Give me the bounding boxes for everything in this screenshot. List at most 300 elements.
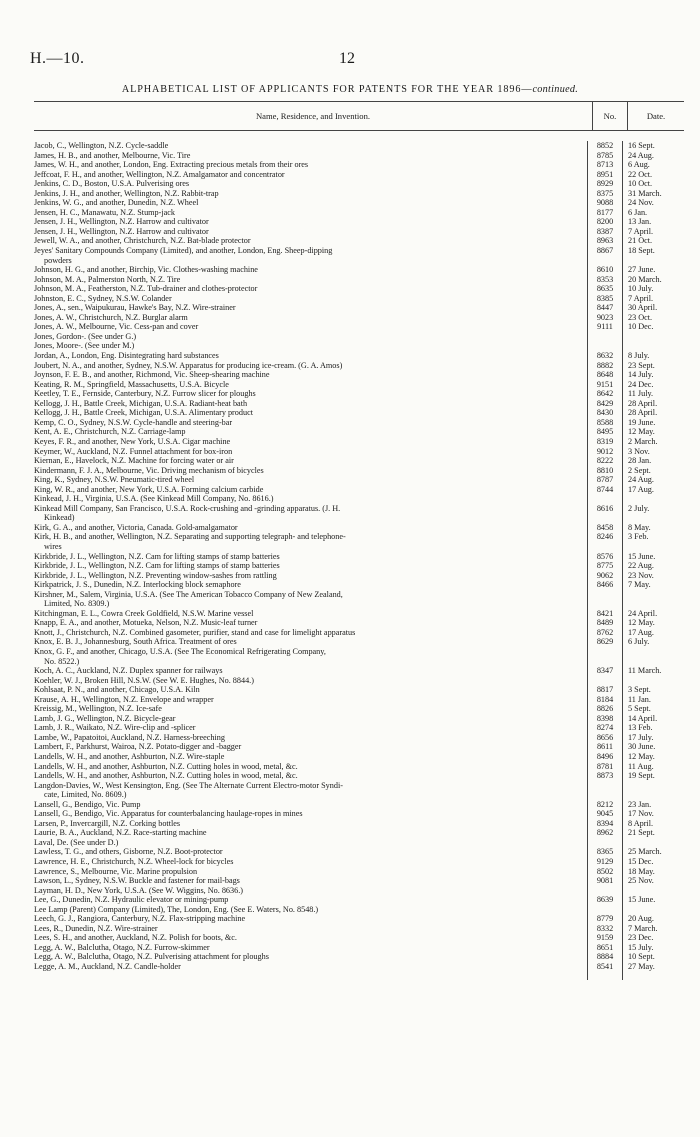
- table-header: [34, 101, 684, 131]
- patent-date: 20 Aug.: [622, 914, 684, 924]
- entry-description: [34, 933, 587, 943]
- entry-description: [34, 246, 587, 265]
- entry-text: Jensen, J. H., Wellington, N.Z. Harrow and cultivator: [34, 226, 209, 236]
- patent-number: 8447: [587, 303, 622, 313]
- entry-text: Jenkins, W. G., and another, Dunedin, N.Z. Wheel: [34, 198, 199, 208]
- entry-text: Kinkead Mill Company, San Francisco, U.S.A. Rock-crushing and -grinding apparatus. (J. H.: [34, 503, 341, 513]
- patent-number: [587, 494, 622, 504]
- patent-date: 17 Aug.: [622, 628, 684, 638]
- entry-description: [34, 676, 587, 686]
- entry-text: King, W. R., and another, New York, U.S.A. Forming calcium carbide: [34, 484, 264, 494]
- patent-number: 9111: [587, 322, 622, 332]
- patent-date: 3 Sept.: [622, 685, 684, 695]
- entry-description: [34, 618, 587, 628]
- entry-text: Landells, W. H., and another, Ashburton, N.Z. Cutting holes in wood, metal, &c.: [34, 771, 298, 781]
- patent-number: 8963: [587, 236, 622, 246]
- table-row: [34, 723, 684, 733]
- entry-text: Layman, H. D., New York, U.S.A. (See W. Wiggins, No. 8636.): [34, 885, 243, 895]
- entry-text: Jones, A., sen., Waipukurau, Hawke's Bay, N.Z. Wire-strainer: [34, 303, 236, 313]
- patent-number: 8212: [587, 800, 622, 810]
- patent-date: 12 May.: [622, 427, 684, 437]
- entry-description: [34, 265, 587, 275]
- table-row: [34, 609, 684, 619]
- patent-date: 31 March.: [622, 189, 684, 199]
- patent-date: 25 Nov.: [622, 876, 684, 886]
- patent-number: 8826: [587, 704, 622, 714]
- entry-text: Legg, A. W., Balclutha, Otago, N.Z. Furrow-skimmer: [34, 942, 210, 952]
- entry-description: [34, 857, 587, 867]
- patent-number: 8394: [587, 819, 622, 829]
- patent-number: 8810: [587, 466, 622, 476]
- patent-date: 30 April.: [622, 303, 684, 313]
- patent-number: 8495: [587, 427, 622, 437]
- entry-text: Kirk, G. A., and another, Victoria, Canada. Gold-amalgamator: [34, 522, 238, 532]
- entry-continuation: powders: [44, 255, 72, 265]
- patent-date: 16 Sept.: [622, 141, 684, 151]
- patent-number: [587, 838, 622, 848]
- table-row: [34, 341, 684, 351]
- table-row: [34, 189, 684, 199]
- entry-description: [34, 838, 587, 848]
- entry-description: [34, 456, 587, 466]
- patent-number: 9081: [587, 876, 622, 886]
- patent-date: 8 July.: [622, 351, 684, 361]
- patent-number: 8385: [587, 294, 622, 304]
- entry-text: Lambe, W., Papatoitoi, Auckland, N.Z. Harness-breeching: [34, 732, 225, 742]
- patent-date: 23 Oct.: [622, 313, 684, 323]
- patent-date: 11 March.: [622, 666, 684, 676]
- entry-continuation: wires: [44, 541, 62, 551]
- table-row: [34, 351, 684, 361]
- entry-text: Lees, S. H., and another, Auckland, N.Z. Polish for boots, &c.: [34, 933, 237, 943]
- table-row: [34, 867, 684, 877]
- table-row: [34, 876, 684, 886]
- patent-number: 8588: [587, 418, 622, 428]
- patent-number: 8375: [587, 189, 622, 199]
- patent-date: 22 Aug.: [622, 561, 684, 571]
- entry-text: Johnson, M. A., Palmerston North, N.Z. Tire: [34, 274, 181, 284]
- entry-text: James, H. B., and another, Melbourne, Vic. Tire: [34, 150, 191, 160]
- table-row: [34, 399, 684, 409]
- entry-text: Koch, A. C., Auckland, N.Z. Duplex spanner for railways: [34, 666, 223, 676]
- table-row: [34, 380, 684, 390]
- patent-date: 24 April.: [622, 609, 684, 619]
- entry-text: Joynson, F. E. B., and another, Richmond, Vic. Sheep-shearing machine: [34, 370, 270, 380]
- entry-text: Jewell, W. A., and another, Christchurch, N.Z. Bat-blade protector: [34, 236, 251, 246]
- entry-description: [34, 303, 587, 313]
- patent-number: [587, 886, 622, 896]
- patent-date: 2 Sept.: [622, 466, 684, 476]
- entry-description: [34, 723, 587, 733]
- patent-date: 17 July.: [622, 733, 684, 743]
- entry-text: Kitchingman, E. L., Cowra Creek Goldfield, N.S.W. Marine vessel: [34, 608, 254, 618]
- patent-number: [587, 647, 622, 666]
- patent-number: 8610: [587, 265, 622, 275]
- table-row: [34, 160, 684, 170]
- patent-date: 28 April.: [622, 399, 684, 409]
- patent-date: 24 Aug.: [622, 475, 684, 485]
- patent-date: 15 June.: [622, 552, 684, 562]
- table-row: [34, 313, 684, 323]
- patent-number: 8781: [587, 762, 622, 772]
- table-row: [34, 943, 684, 953]
- patent-number: 9012: [587, 447, 622, 457]
- patent-date: 23 Sept.: [622, 361, 684, 371]
- patent-number: 8632: [587, 351, 622, 361]
- patent-date: 18 May.: [622, 867, 684, 877]
- entry-text: Kellogg, J. H., Battle Creek, Michigan, U.S.A. Alimentary product: [34, 408, 253, 418]
- entry-text: Knapp, E. A., and another, Motueka, Nelson, N.Z. Music-leaf turner: [34, 618, 258, 628]
- patent-number: 9062: [587, 571, 622, 581]
- entry-text: Kirk, H. B., and another, Wellington, N.Z. Separating and supporting telegraph- and telephone-: [34, 532, 346, 542]
- entry-description: [34, 151, 587, 161]
- table-row: [34, 571, 684, 581]
- table-row: [34, 170, 684, 180]
- entry-text: Keetley, T. E., Fernside, Canterbury, N.Z. Furrow slicer for ploughs: [34, 389, 256, 399]
- patent-date: 15 June.: [622, 895, 684, 905]
- table-row: [34, 838, 684, 848]
- table-row: [34, 800, 684, 810]
- patent-number: 8616: [587, 504, 622, 523]
- patent-date: 30 June.: [622, 742, 684, 752]
- table-row: [34, 294, 684, 304]
- page-identifier: H.—10.: [30, 50, 85, 67]
- entry-text: Kemp, C. O., Sydney, N.S.W. Cycle-handle and steering-bar: [34, 417, 233, 427]
- table-bottom-spacer: [34, 972, 684, 980]
- entry-description: [34, 952, 587, 962]
- patent-date: 25 March.: [622, 847, 684, 857]
- entry-description: [34, 361, 587, 371]
- entry-description: [34, 905, 587, 915]
- patent-number: 8200: [587, 217, 622, 227]
- entry-description: [34, 647, 587, 666]
- patent-date: [622, 494, 684, 504]
- entry-description: [34, 962, 587, 972]
- entry-text: Landells, W. H., and another, Ashburton, N.Z. Wire-staple: [34, 752, 225, 761]
- entry-text: Lamb, J. G., Wellington, N.Z. Bicycle-gear: [34, 713, 176, 723]
- entry-description: [34, 294, 587, 304]
- entry-text: Lambert, F., Parkhurst, Wairoa, N.Z. Potato-digger and -bagger: [34, 742, 242, 752]
- patent-number: 8744: [587, 485, 622, 495]
- entry-text: Johnson, M. A., Featherston, N.Z. Tub-drainer and clothes-protector: [34, 284, 258, 294]
- entry-text: Lawrence, S., Melbourne, Vic. Marine propulsion: [34, 866, 198, 876]
- entry-description: [34, 427, 587, 437]
- patent-date: [622, 647, 684, 666]
- column-header-date: Date.: [646, 111, 666, 121]
- patent-number: 8496: [587, 752, 622, 762]
- patent-date: [622, 886, 684, 896]
- entry-text: Kindermann, F. J. A., Melbourne, Vic. Driving mechanism of bicycles: [34, 465, 264, 475]
- patent-number: [587, 590, 622, 609]
- entry-description: [34, 380, 587, 390]
- patent-date: 7 April.: [622, 294, 684, 304]
- entry-text: Kirkbride, J. L., Wellington, N.Z. Preventing window-sashes from rattling: [34, 570, 277, 580]
- entry-description: [34, 179, 587, 189]
- entry-text: Kirshner, M., Salem, Virginia, U.S.A. (See The American Tobacco Company of New Zealand,: [34, 589, 343, 599]
- patent-date: 3 Feb.: [622, 532, 684, 551]
- patent-number: 8867: [587, 246, 622, 265]
- patent-number: 8882: [587, 361, 622, 371]
- entry-text: Jones, Moore-. (See under M.): [34, 341, 135, 351]
- table-row: [34, 408, 684, 418]
- entry-text: Landells, W. H., and another, Ashburton, N.Z. Cutting holes in wood, metal, &c.: [34, 761, 298, 771]
- table-row: [34, 762, 684, 772]
- table-row: [34, 494, 684, 504]
- table-row: [34, 847, 684, 857]
- patents-table: [34, 101, 684, 980]
- entry-text: Lawless, T. G., and others, Gisborne, N.Z. Boot-protector: [34, 847, 223, 857]
- patent-date: 14 April.: [622, 714, 684, 724]
- patent-number: 8430: [587, 408, 622, 418]
- entry-text: Knox, G. F., and another, Chicago, U.S.A. (See The Economical Refrigerating Company,: [34, 646, 326, 656]
- patent-number: 8429: [587, 399, 622, 409]
- entry-continuation: No. 8522.): [44, 656, 80, 666]
- entry-continuation: cate, Limited, No. 8609.): [44, 790, 127, 800]
- patent-number: 8541: [587, 962, 622, 972]
- patent-date: 24 Nov.: [622, 198, 684, 208]
- entry-text: Jensen, H. C., Manawatu, N.Z. Stump-jack: [34, 207, 175, 217]
- entry-text: Lee Lamp (Parent) Company (Limited), The, London, Eng. (See E. Waters, No. 8548.): [34, 904, 319, 914]
- entry-description: [34, 752, 587, 762]
- patent-number: [587, 341, 622, 351]
- entry-text: Knott, J., Christchurch, N.Z. Combined gasometer, purifier, stand and case for limelight apparatus: [34, 627, 356, 637]
- entry-description: [34, 561, 587, 571]
- table-row: [34, 427, 684, 437]
- patent-number: 8489: [587, 618, 622, 628]
- table-row: [34, 532, 684, 551]
- table-row: [34, 580, 684, 590]
- table-row: [34, 895, 684, 905]
- entry-description: [34, 322, 587, 332]
- table-row: [34, 141, 684, 151]
- table-row: [34, 322, 684, 332]
- entry-text: Legg, A. W., Balclutha, Otago, N.Z. Pulverising attachment for ploughs: [34, 952, 269, 962]
- patent-number: 8421: [587, 609, 622, 619]
- entry-description: [34, 685, 587, 695]
- entry-text: Jeyes' Sanitary Compounds Company (Limited), and another, London, Eng. Sheep-dipping: [34, 246, 333, 256]
- patent-number: 8884: [587, 952, 622, 962]
- entry-text: Joubert, N. A., and another, Sydney, N.S.W. Apparatus for producing ice-cream. (G. A. Amos): [34, 360, 343, 370]
- entry-text: Lees, R., Dunedin, N.Z. Wire-strainer: [34, 923, 158, 933]
- patent-date: 2 July.: [622, 504, 684, 523]
- entry-continuation: Kinkead): [44, 513, 75, 523]
- entry-description: [34, 408, 587, 418]
- entry-text: Lee, G., Dunedin, N.Z. Hydraulic elevator or mining-pump: [34, 895, 229, 905]
- patent-number: [587, 676, 622, 686]
- patent-date: [622, 676, 684, 686]
- entry-description: [34, 485, 587, 495]
- entry-text: Keating, R. M., Springfield, Massachusetts, U.S.A. Bicycle: [34, 379, 229, 389]
- entry-description: [34, 847, 587, 857]
- patent-number: 8635: [587, 284, 622, 294]
- table-row: [34, 905, 684, 915]
- patent-number: 9129: [587, 857, 622, 867]
- table-row: [34, 637, 684, 647]
- entry-description: [34, 762, 587, 772]
- table-row: [34, 418, 684, 428]
- entry-text: Lawrence, H. E., Christchurch, N.Z. Wheel-lock for bicycles: [34, 857, 234, 867]
- entry-text: Jenkins, J. H., and another, Wellington, N.Z. Rabbit-trap: [34, 188, 219, 198]
- table-row: [34, 437, 684, 447]
- entry-description: [34, 332, 587, 342]
- patent-number: [587, 781, 622, 800]
- entry-description: [34, 227, 587, 237]
- patent-date: 19 June.: [622, 418, 684, 428]
- table-row: [34, 666, 684, 676]
- patent-date: [622, 590, 684, 609]
- table-row: [34, 952, 684, 962]
- entry-text: Jenkins, C. D., Boston, U.S.A. Pulverising ores: [34, 179, 190, 189]
- entry-description: [34, 628, 587, 638]
- patent-date: 7 March.: [622, 924, 684, 934]
- entry-text: Kent, A. E., Christchurch, N.Z. Carriage-lamp: [34, 427, 186, 437]
- table-row: [34, 561, 684, 571]
- table-row: [34, 236, 684, 246]
- patent-number: 8642: [587, 389, 622, 399]
- table-row: [34, 198, 684, 208]
- entry-description: [34, 313, 587, 323]
- patent-date: 23 Dec.: [622, 933, 684, 943]
- patent-date: 17 Aug.: [622, 485, 684, 495]
- table-row: [34, 265, 684, 275]
- entry-text: James, W. H., and another, London, Eng. Extracting precious metals from their ores: [34, 160, 309, 170]
- entry-description: [34, 341, 587, 351]
- entry-description: [34, 590, 587, 609]
- table-row: [34, 523, 684, 533]
- patent-date: 27 May.: [622, 962, 684, 972]
- patent-number: 8246: [587, 532, 622, 551]
- patent-date: 18 Sept.: [622, 246, 684, 265]
- patent-date: 15 July.: [622, 943, 684, 953]
- patent-number: 8222: [587, 456, 622, 466]
- patent-date: 17 Nov.: [622, 809, 684, 819]
- entry-description: [34, 666, 587, 676]
- patent-number: 8466: [587, 580, 622, 590]
- patent-number: 9088: [587, 198, 622, 208]
- patent-date: [622, 905, 684, 915]
- entry-description: [34, 189, 587, 199]
- table-body: [34, 131, 684, 972]
- patent-number: 8319: [587, 437, 622, 447]
- table-row: [34, 389, 684, 399]
- entry-text: Kirkbride, J. L., Wellington, N.Z. Cam for lifting stamps of stamp batteries: [34, 561, 280, 571]
- patent-date: 13 Feb.: [622, 723, 684, 733]
- entry-text: Lamb, J. R., Waikato, N.Z. Wire-clip and -splicer: [34, 723, 196, 733]
- column-header-number: No.: [593, 102, 628, 130]
- patent-number: 8177: [587, 208, 622, 218]
- entry-text: King, K., Sydney, N.S.W. Pneumatic-tired wheel: [34, 475, 195, 485]
- patent-date: [622, 838, 684, 848]
- patent-date: 21 Sept.: [622, 828, 684, 838]
- entry-description: [34, 418, 587, 428]
- table-row: [34, 695, 684, 705]
- patent-date: 12 May.: [622, 752, 684, 762]
- entry-text: Jordan, A., London, Eng. Disintegrating hard substances: [34, 351, 219, 361]
- table-row: [34, 819, 684, 829]
- patent-date: 6 Aug.: [622, 160, 684, 170]
- entry-text: Kinkead, J. H., Virginia, U.S.A. (See Kinkead Mill Company, No. 8616.): [34, 494, 274, 504]
- patent-date: 14 July.: [622, 370, 684, 380]
- entry-description: [34, 284, 587, 294]
- list-title-continued: continued.: [532, 84, 579, 95]
- table-row: [34, 475, 684, 485]
- patent-number: 8775: [587, 561, 622, 571]
- table-row: [34, 275, 684, 285]
- table-row: [34, 246, 684, 265]
- entry-description: [34, 504, 587, 523]
- column-header-name: Name, Residence, and Invention.: [34, 102, 593, 130]
- patent-number: 8639: [587, 895, 622, 905]
- entry-text: Knox, E. B. J., Johannesburg, South Africa. Treatment of ores: [34, 637, 237, 647]
- table-row: [34, 618, 684, 628]
- table-row: [34, 962, 684, 972]
- patent-date: 6 Jan.: [622, 208, 684, 218]
- entry-text: Laval, De. (See under D.): [34, 837, 119, 847]
- entry-description: [34, 924, 587, 934]
- patent-number: 8502: [587, 867, 622, 877]
- entry-description: [34, 370, 587, 380]
- entry-text: Koehler, W. J., Broken Hill, N.S.W. (See W. E. Hughes, No. 8844.): [34, 675, 254, 685]
- entry-description: [34, 466, 587, 476]
- entry-description: [34, 819, 587, 829]
- patent-number: 8332: [587, 924, 622, 934]
- entry-text: Jones, A. W., Melbourne, Vic. Cess-pan and cover: [34, 322, 199, 332]
- patent-date: 3 Nov.: [622, 447, 684, 457]
- patent-date: 7 May.: [622, 580, 684, 590]
- patent-date: 10 July.: [622, 284, 684, 294]
- patent-date: [622, 332, 684, 342]
- patent-date: 22 Oct.: [622, 170, 684, 180]
- patent-number: 8929: [587, 179, 622, 189]
- table-row: [34, 752, 684, 762]
- table-row: [34, 370, 684, 380]
- patent-date: 11 Jan.: [622, 695, 684, 705]
- entry-description: [34, 695, 587, 705]
- entry-description: [34, 552, 587, 562]
- table-row: [34, 714, 684, 724]
- patent-date: 28 Jan.: [622, 456, 684, 466]
- patent-number: 8951: [587, 170, 622, 180]
- table-row: [34, 466, 684, 476]
- patent-date: 10 Sept.: [622, 952, 684, 962]
- patent-number: 9023: [587, 313, 622, 323]
- patent-number: 8184: [587, 695, 622, 705]
- patent-number: 9151: [587, 380, 622, 390]
- patent-number: 8651: [587, 943, 622, 953]
- patent-number: 8458: [587, 523, 622, 533]
- patent-number: 8817: [587, 685, 622, 695]
- entry-text: Jensen, J. H., Wellington, N.Z. Harrow and cultivator: [34, 217, 209, 227]
- table-row: [34, 504, 684, 523]
- table-row: [34, 208, 684, 218]
- table-row: [34, 676, 684, 686]
- entry-text: Lansell, G., Bendigo, Vic. Pump: [34, 799, 141, 809]
- table-row: [34, 217, 684, 227]
- table-row: [34, 179, 684, 189]
- patent-date: 23 Jan.: [622, 800, 684, 810]
- table-row: [34, 590, 684, 609]
- patent-date: 10 Dec.: [622, 322, 684, 332]
- patent-date: 11 Aug.: [622, 762, 684, 772]
- patent-number: 9159: [587, 933, 622, 943]
- entry-text: Lawson, L., Sydney, N.S.W. Buckle and fastener for mail-bags: [34, 876, 240, 886]
- entry-description: [34, 943, 587, 953]
- entry-description: [34, 580, 587, 590]
- patent-number: [587, 905, 622, 915]
- entry-description: [34, 170, 587, 180]
- entry-text: Jeffcoat, F. H., and another, Wellington, N.Z. Amalgamator and concentrator: [34, 169, 285, 179]
- entry-text: Leech, G. J., Rangiora, Canterbury, N.Z. Flax-stripping machine: [34, 914, 246, 924]
